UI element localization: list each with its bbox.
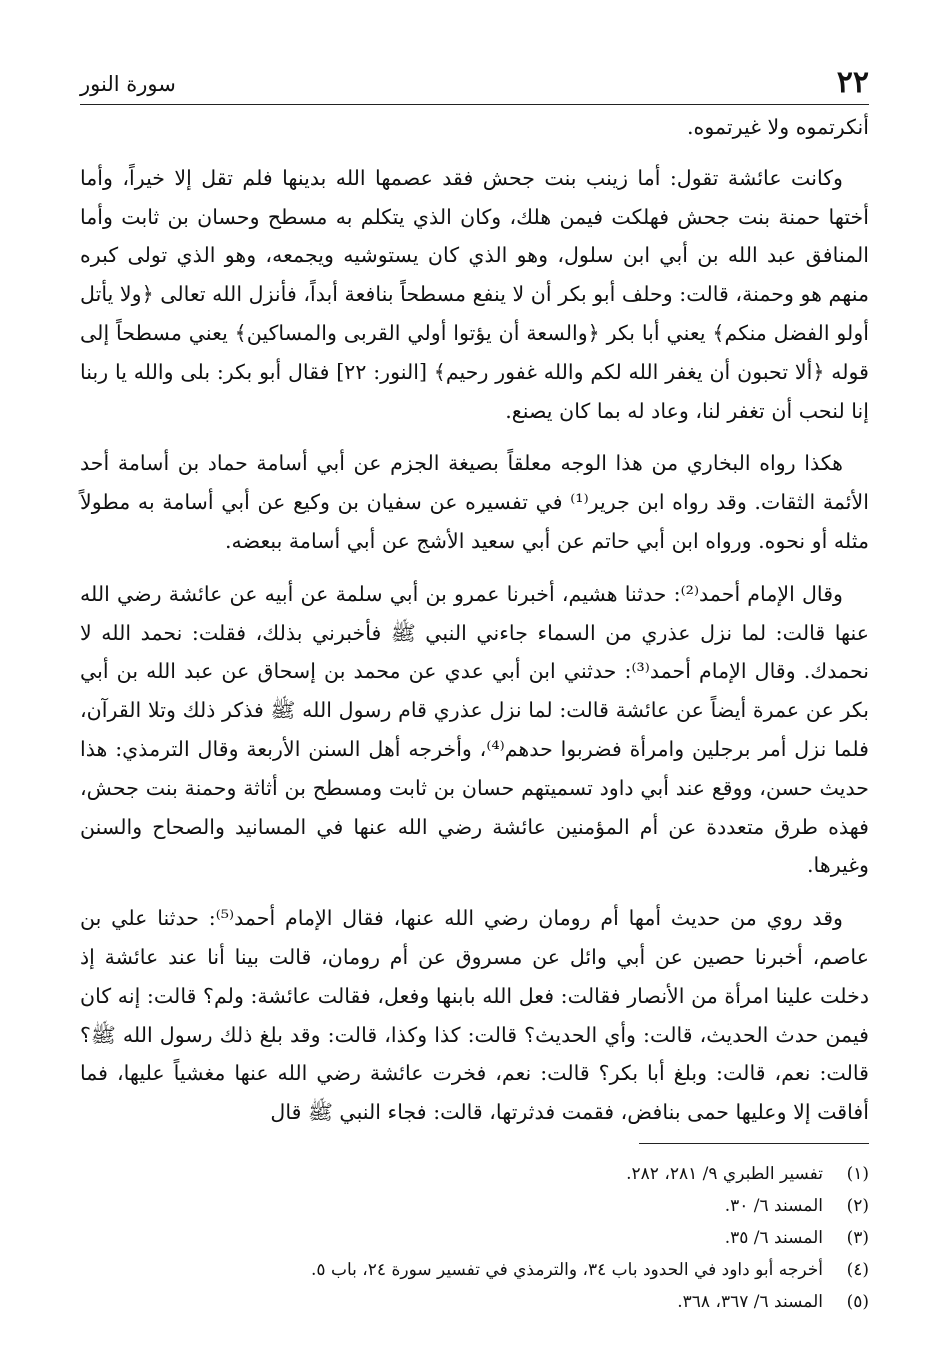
footnote bbox=[80, 1286, 869, 1318]
surah-title: سورة النور bbox=[80, 72, 176, 96]
footnote-number: (٤) bbox=[846, 1260, 869, 1280]
footnote-number: (١) bbox=[846, 1164, 869, 1184]
footnote-text: تفسير الطبري ٩/ ٢٨١، ٢٨٢. bbox=[626, 1164, 823, 1184]
paragraph: وكانت عائشة تقول: أما زينب بنت جحش فقد عصمها الله بدينها فلم تقل إلا خيراً، وأما أختها حمنة بنت جحش فهلكت فيمن هلك، وكان الذي يتكلم به مسطح وحسان بن ثابت وأما المنافق عبد الله بن أبي ابن سلول، وهو الذي كان يستوشيه ويجمعه، وهو الذي تولى كبره منهم هو وحمنة، قالت: وحلف أبو بكر أن لا ينفع مسطحاً بنافعة أبداً، فأنزل الله تعالى ﴿ولا يأتل أولو الفضل منكم﴾ يعني أبا بكر ﴿والسعة أن يؤتوا أولي القربى والمساكين﴾ يعني مسطحاً إلى قوله ﴿ألا تحبون أن يغفر الله لكم والله غفور رحيم﴾ [النور: ٢٢] فقال أبو بكر: بلى والله يا ربنا إنا لنحب أن تغفر لنا، وعاد له بما كان يصنع. bbox=[80, 165, 870, 423]
footnote-text: المسند ٦/ ٣٦٧، ٣٦٨. bbox=[677, 1292, 823, 1312]
footnote-separator bbox=[639, 1143, 869, 1144]
footnote bbox=[80, 1222, 869, 1254]
footnote-number: (٣) bbox=[846, 1228, 869, 1248]
footnote-text: المسند ٦/ ٣٥. bbox=[724, 1228, 823, 1248]
paragraph: هكذا رواه البخاري من هذا الوجه معلقاً بصيغة الجزم عن أبي أسامة حماد بن أسامة أحد الأئمة الثقات. وقد رواه ابن جرير⁽¹⁾ في تفسيره عن سفيان بن وكيع عن أبي أسامة به مطولاً مثله أو نحوه. ورواه ابن أبي حاتم عن أبي سعيد الأشج عن أبي أسامة ببعضه. bbox=[80, 451, 869, 553]
paragraph: وقال الإمام أحمد⁽²⁾: حدثنا هشيم، أخبرنا عمرو بن أبي سلمة عن أبيه عن عائشة رضي الله عنها قالت: لما نزل عذري من السماء جاءني النبي ﷺ فأخبرني بذلك، فقلت: نحمد الله لا نحمدك. وقال الإمام أحمد⁽³⁾: حدثني ابن أبي عدي عن محمد بن إسحاق عن عبد الله بن أبي بكر عن عمرة أيضاً عن عائشة قالت: لما نزل عذري قام رسول الله ﷺ فذكر ذلك وتلا القرآن، فلما نزل أمر برجلين وامرأة فضربوا حدهم⁽⁴⁾، وأخرجه أهل السنن الأربعة وقال الترمذي: هذا حديث حسن، ووقع عند أبي داود تسميتهم حسان بن ثابت ومسطح بن أثاثة وحمنة بنت جحش، فهذه طرق متعددة عن أم المؤمنين عائشة رضي الله عنها في المسانيد والصحاح والسنن وغيرها. bbox=[80, 581, 869, 878]
footnote-text: أخرجه أبو داود في الحدود باب ٣٤، والترمذي في تفسير سورة ٢٤، باب ٥. bbox=[311, 1260, 823, 1280]
paragraph: أنكرتموه ولا غيرتموه. bbox=[687, 115, 869, 139]
footnote bbox=[80, 1190, 869, 1222]
footnotes bbox=[80, 1158, 869, 1318]
footnote-number: (٢) bbox=[846, 1196, 869, 1216]
footnote bbox=[80, 1254, 869, 1286]
page-header bbox=[80, 64, 869, 105]
paragraph: وقد روي من حديث أمها أم رومان رضي الله عنها، فقال الإمام أحمد⁽⁵⁾: حدثنا علي بن عاصم، أخبرنا حصين عن أبي وائل عن مسروق عن أم رومان، قالت بينا أنا عند عائشة إذ دخلت علينا امرأة من الأنصار فقالت: فعل الله بابنها وفعل، فقالت عائشة: ولم؟ قالت: إنه كان فيمن حدث الحديث، قالت: وأي الحديث؟ قالت: كذا وكذا، قالت: وقد بلغ ذلك رسول الله ﷺ؟ قالت: نعم، قالت: وبلغ أبا بكر؟ قالت: نعم، فخرت عائشة رضي الله عنها مغشياً عليها، فما أفاقت إلا وعليها حمى بنافض، فقمت فدثرتها، قالت: فجاء النبي ﷺ قال bbox=[80, 906, 869, 1125]
page-number: ٢٢ bbox=[836, 65, 869, 100]
footnote-text: المسند ٦/ ٣٠. bbox=[724, 1196, 823, 1216]
footnote bbox=[80, 1158, 869, 1190]
footnote-number: (٥) bbox=[846, 1292, 869, 1312]
main-text bbox=[80, 108, 869, 1146]
